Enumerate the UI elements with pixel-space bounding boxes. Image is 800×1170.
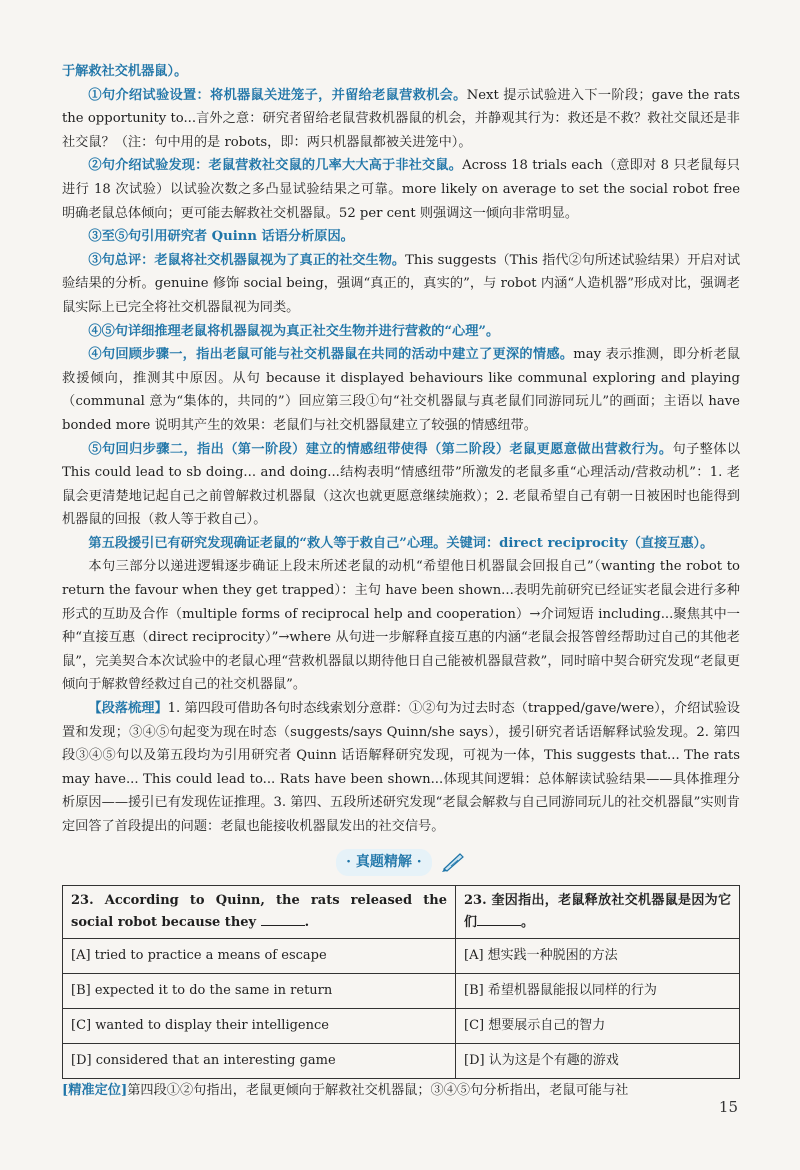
answer-analysis: [精准定位]第四段①②句指出，老鼠更倾向于解救社交机器鼠；③④⑤句分析指出，老鼠可能与社 xyxy=(62,1082,629,1098)
para-1: ①句介绍试验设置：将机器鼠关进笼子，并留给老鼠营救机会。Next 提示试验进入下一阶段；gave the rats the opportunity to...言外之意：研究者留给老鼠营救机器鼠的机会，并静观其行为：救还是不救？救社交鼠还是非社交鼠？（注：句中用的是 robots，即：两只机器鼠都被关进笼中）。 xyxy=(62,87,740,150)
section-title: · 真题精解 · xyxy=(336,849,432,877)
para-2: ②句介绍试验发现：老鼠营救社交鼠的几率大大高于非社交鼠。Across 18 trials each（意即对 8 只老鼠每只进行 18 次试验）以试验次数之多凸显试验结果之可靠。more likely on average to set the social robot free 明确老鼠总体倾向；更可能去解救社交机器鼠。52 per cent 则强调这一倾向非常明显。 xyxy=(62,158,740,221)
para-8: 第五段援引已有研究发现确证老鼠的“救人等于救自己”心理。关键词：direct reciprocity（直接互惠）。 xyxy=(88,535,714,551)
para-4: ③句总评：老鼠将社交机器鼠视为了真正的社交生物。This suggests（This 指代②句所述试验结果）开启对试验结果的分析。genuine 修饰 social being，强调“真正的，真实的”，与 robot 内涵“人造机器”形成对比，强调老鼠实际上已完全将社交机器鼠视为同类。 xyxy=(62,252,741,315)
option-d-zh: [D] 认为这是个有趣的游戏 xyxy=(456,1043,740,1078)
question-stem-zh: 23. 奎因指出，老鼠释放社交机器鼠是因为它们 。 xyxy=(456,885,740,938)
option-row xyxy=(63,973,740,1008)
para-9: 本句三部分以递进逻辑逐步确证上段末所述老鼠的动机“希望他日机器鼠会回报自己”（wanting the robot to return the favour when they get trapped）：主句 have been shown...表明先前研究已经证实老鼠会进行多种形式的互助及合作（multiple forms of reciprocal help and cooperation）→介词短语 including...聚焦其中一种“直接互惠（direct reciprocity）”→where 从句进一步解释直接互惠的内涵“老鼠会报答曾经帮助过自己的其他老鼠”，完美契合本次试验中的老鼠心理“营救机器鼠以期待他日自己能被机器鼠营救”，同时暗中契合研究发现“老鼠更倾向于解救曾经救过自己的社交机器鼠”。 xyxy=(62,559,740,693)
option-b-zh: [B] 希望机器鼠能报以同样的行为 xyxy=(456,973,740,1008)
question-row xyxy=(63,885,740,938)
analysis-body xyxy=(62,60,740,1102)
page-number: 15 xyxy=(718,1098,738,1116)
para-3: ③至⑤句引用研究者 Quinn 话语分析原因。 xyxy=(88,229,354,245)
para-10: 【段落梳理】1. 第四段可借助各句时态线索划分意群：①②句为过去时态（trapped/gave/were），介绍试验设置和发现；③④⑤句起变为现在时态（suggests/says Quinn/she says），援引研究者话语解释试验发现。2. 第四段③④⑤句以及第五段均为引用研究者 Quinn 话语解释研究发现，可视为一体，This suggests that... The rats may have... This could lead to... Rats have been shown...体现其间逻辑：总体解读试验结果——具体推理分析原因——援引已有发现佐证推理。3. 第四、五段所述研究发现“老鼠会解救与自己同游同玩儿的社交机器鼠”实则肯定回答了首段提出的问题：老鼠也能接收机器鼠发出的社交信号。 xyxy=(62,701,740,834)
pen-icon xyxy=(440,852,466,872)
answer-blank xyxy=(261,913,305,926)
option-a-en: [A] tried to practice a means of escape xyxy=(63,938,456,973)
option-c-en: [C] wanted to display their intelligence xyxy=(63,1008,456,1043)
option-d-en: [D] considered that an interesting game xyxy=(63,1043,456,1078)
para-6: ④句回顾步骤一，指出老鼠可能与社交机器鼠在共同的活动中建立了更深的情感。may 表示推测，即分析老鼠救援倾向，推测其中原因。从句 because it displayed behaviours like communal exploring and playing（communal 意为“集体的，共同的”）回应第三段①句“社交机器鼠与真老鼠们同游同玩儿”的画面；主语以 have bonded more 说明其产生的效果：老鼠们与社交机器鼠建立了较强的情感纽带。 xyxy=(62,347,740,433)
section-header xyxy=(62,849,740,875)
option-a-zh: [A] 想实践一种脱困的方法 xyxy=(456,938,740,973)
option-b-en: [B] expected it to do the same in return xyxy=(63,973,456,1008)
question-stem-en: 23. According to Quinn, the rats released the social robot because they . xyxy=(63,885,456,938)
option-row xyxy=(63,1043,740,1078)
para-0: 于解救社交机器鼠）。 xyxy=(62,64,188,79)
question-table xyxy=(62,885,740,1079)
para-5: ④⑤句详细推理老鼠将机器鼠视为真正社交生物并进行营救的“心理”。 xyxy=(88,323,500,339)
answer-blank-zh xyxy=(477,913,521,926)
option-row xyxy=(63,938,740,973)
para-7: ⑤句回归步骤二，指出（第一阶段）建立的情感纽带使得（第二阶段）老鼠更愿意做出营救行为。句子整体以 This could lead to sb doing... and doing...结构表明“情感纽带”所激发的老鼠多重“心理活动/营救动机”：1. 老鼠会更清楚地记起自己之前曾解救过机器鼠（这次也就更愿意继续施救）；2. 老鼠希望自己有朝一日被困时也能得到机器鼠的回报（救人等于救自己）。 xyxy=(62,441,741,528)
option-row xyxy=(63,1008,740,1043)
locate-tag: [精准定位] xyxy=(62,1082,128,1098)
section-tag: 【段落梳理】 xyxy=(88,701,168,717)
option-c-zh: [C] 想要展示自己的智力 xyxy=(456,1008,740,1043)
